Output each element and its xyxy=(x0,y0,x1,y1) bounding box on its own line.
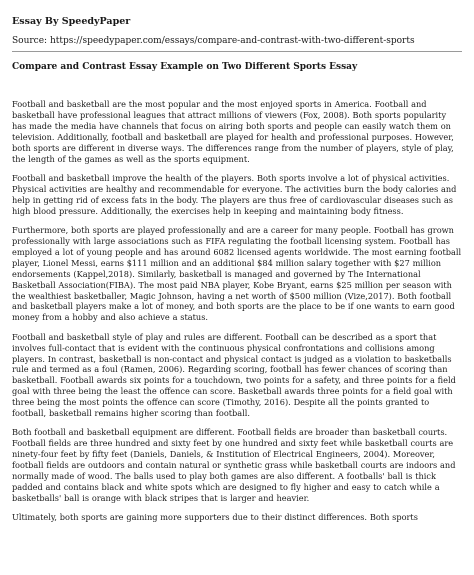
header-divider xyxy=(12,51,462,52)
essay-body xyxy=(12,99,462,523)
source-label: Source: xyxy=(12,36,50,46)
paragraph: Football and basketball are the most popular and the most enjoyed sports in America. Football and basketball have professional leagues that attract millions of viewers (Fox, 2008). Both sports popularity has made the media have channels that focus on airing both sports and people can easily watch them on television. Additionally, football and basketball are played for health and professional purposes. However, both sports are different in diverse ways. The differences range from the number of players, style of play, the length of the games as well as the sports equipment. xyxy=(12,99,454,164)
paragraph: Football and basketball improve the health of the players. Both sports involve a lot of physical activities. Physical activities are healthy and recommendable for everyone. The activities burn the body calories and help in getting rid of excess fats in the body. The players are thus free of cardiovascular diseases such as high blood pressure. Additionally, the exercises help in keeping and maintaining body fitness. xyxy=(12,172,457,216)
source-url[interactable]: https://speedypaper.com/essays/compare-and-contrast-with-two-different-sports xyxy=(49,36,415,46)
paragraph: Furthermore, both sports are played professionally and are a career for many people. Football has grown professionally with large associations such as FIFA regulating the football licensing system. Football has employed a lot of young people and has around 6082 licensed agents worldwide. The most earning football player, Lionel Messi, earns $111 million and an additional $84 million salary together with $27 million endorsements (Kappel,2018). Similarly, basketball is managed and governed by The International Basketball Association(FIBA). The most paid NBA player, Kobe Bryant, earns $25 million per season with the wealthiest basketballer, Magic Johnson, having a net worth of $500 million (Vize,2017). Both football and basketball players make a lot of money, and both sports are the place to be if one wants to earn good money from a hobby and also achieve a status. xyxy=(12,225,462,323)
essay-title: Compare and Contrast Essay Example on Two Different Sports Essay xyxy=(12,62,358,72)
site-title: Essay By SpeedyPaper xyxy=(12,16,131,27)
paragraph: Both football and basketball equipment are different. Football fields are broader than basketball courts. Football fields are three hundred and sixty feet by one hundred and sixty feet while basketball courts are ninety-four feet by fifty feet (Daniels, Daniels, & Institution of Electrical Engineers, 2004). Moreover, football fields are outdoors and contain natural or synthetic grass while basketball courts are indoors and normally made of wood. The balls used to play both games are also different. A footballs' ball is thick padded and contains black and white spots which are designed to fly higher and easy to catch while a basketballs' ball is orange with black stripes that is larger and heavier. xyxy=(12,427,456,503)
paragraph: Football and basketball style of play and rules are different. Football can be described as a sport that involves full-contact that is evident with the continuous physical confrontations and collisions among players. In contrast, basketball is non-contact and physical contact is judged as a violation to basketballs rule and termed as a foul (Ramen, 2006). Regarding scoring, football has fewer chances of scoring than basketball. Football awards six points for a touchdown, two points for a safety, and three points for a field goal with three being the least the offence can score. Basketball awards three points for a field goal with three being the most points the offence can score (Timothy, 2016). Despite all the points granted to football, basketball remains higher scoring than football. xyxy=(12,331,456,419)
paragraph: Ultimately, both sports are gaining more supporters due to their distinct differences. Both sports xyxy=(12,512,418,523)
source-line xyxy=(12,36,462,46)
